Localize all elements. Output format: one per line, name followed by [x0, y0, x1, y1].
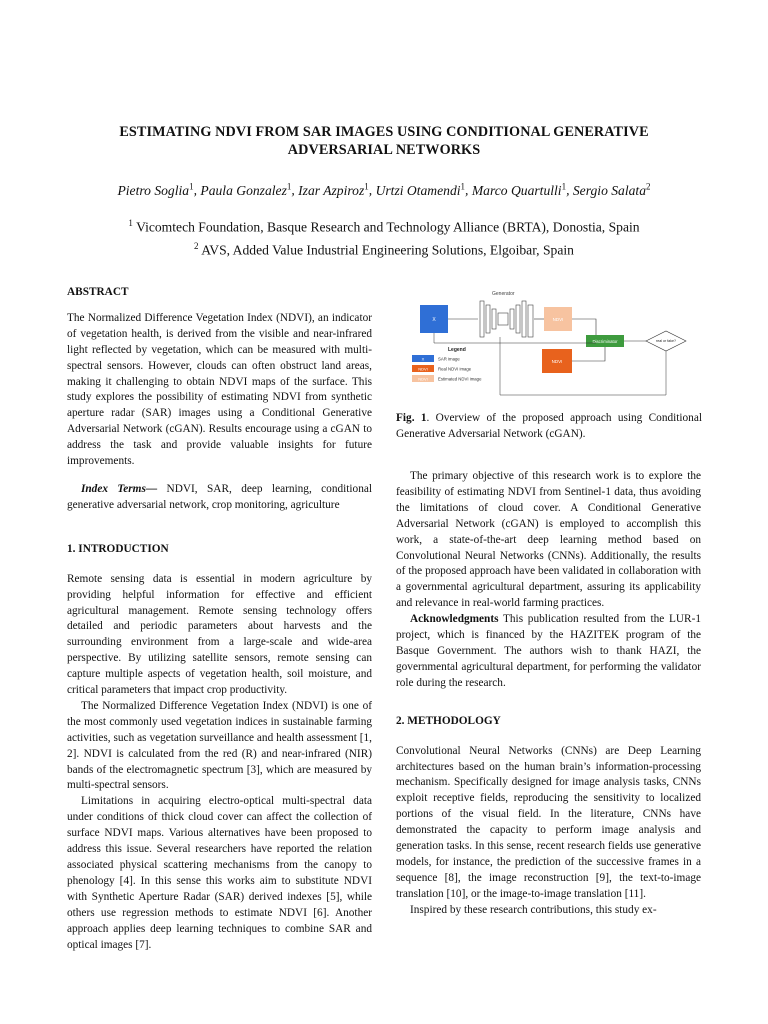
methodology-heading: 2. METHODOLOGY: [396, 714, 501, 727]
index-terms: Index Terms— NDVI, SAR, deep learning, conditional generative adversarial network, crop monitoring, agriculture: [67, 482, 372, 511]
methodology-paragraph-2: Inspired by these research contributions, this study ex-: [410, 903, 657, 916]
right-column: [396, 469, 701, 919]
legend-text-sar: SAR image: [438, 356, 460, 362]
objective-paragraph: The primary objective of this research work is to explore the feasibility of estimating NDVI from Sentinel-1 data, thus avoiding the limitations of cloud cover. A Conditional Generative Adversarial Network (cGAN) is employed to accomplish this work, a state-of-the-art deep learning method based on Convolutional Neural Networks (CNNs). Additionally, the results of the proposed approach have been validated in collaboration with a governmental agricultural department, assuring its applicability and relevance in real-world farming practices.: [396, 470, 701, 610]
arrow-estimate-to-disc: [572, 319, 596, 335]
arrow-real-to-disc: [572, 347, 605, 361]
intro-heading: 1. INTRODUCTION: [67, 542, 169, 555]
author: Marco Quartulli$^1$: [471, 181, 567, 198]
arrow-sar-to-disc: [434, 333, 596, 343]
figure-1-diagram: [400, 285, 700, 405]
generator-label: Generator: [492, 291, 515, 297]
sar-input-label: X: [432, 317, 436, 323]
real-ndvi-label: NDVI: [551, 359, 563, 364]
intro-paragraph-3: Limitations in acquiring electro-optical multi-spectral data under conditions of thick cloud cover can affect the collection of surface NDVI maps. Various alternatives have been proposed to address this issue. Several researchers have reported the relation associated physical scattering mechanisms from the canopy to phenology [4]. In this sense this works aim to substitute NDVI with Synthetic Aperture Radar (SAR) derived indexes [5], while others use regression methods to estimate NDVI [6]. Another approach applies deep learning techniques to combine SAR and optical images [7].: [67, 795, 372, 951]
abstract-text: The Normalized Difference Vegetation Index (NDVI), an indicator of vegetation health, is derived from the visible and near-infrared light reflected by vegetation, which can be measured with multi-spectral sensors. However, clouds can often obstruct land areas, making it challenging to obtain NDVI maps of the surface. This study explores the possibility of estimating NDVI from synthetic aperture radar (SAR) images using a Conditional Generative Adversarial Network (cGAN). Results encourage using a cGAN to address the task and provide valuable insights for future improvements.: [67, 311, 372, 468]
affiliation-1: $^1$ Vicomtech Foundation, Basque Research and Technology Alliance (BRTA), Donostia, Spain: [128, 218, 640, 235]
methodology-paragraph-1: Convolutional Neural Networks (CNNs) are Deep Learning architectures based on the human brain’s information-processing mechanism. Specifically designed for image analysis tasks, CNNs exploit receptive fields, reproducing the sensitivity to localized portions of the visual field. In the literature, CNNs have demonstrated the capacity to perform image analysis and generation tasks. In this sense, recent research fields use generative models, for instance, the prediction of the successive frames in a sequence [8], the image reconstruction [9], the text-to-image translation [10], or the image-to-image translation [11].: [396, 744, 701, 900]
legend-text-real: Real NDVI image: [438, 366, 472, 372]
intro-paragraph-1: Remote sensing data is essential in modern agriculture by providing helpful information for effective and efficient agricultural management. Remote sensing technology offers detailed and periodic parameters about harvests and the surrounding environment from a large-scale and wide-area perspective. By utilizing satellite sensors, remote sensing can capture multiple aspects of vegetation health, soil moisture, and critical parameters that impact crop productivity.: [67, 572, 372, 697]
discriminator-label: Discriminator: [592, 339, 618, 344]
legend: [412, 355, 482, 382]
generator-network: [480, 301, 533, 337]
figure-caption: Fig. 1. Overview of the proposed approach using Conditional Generative Adversarial Network (cGAN).: [396, 412, 702, 440]
legend-text-estimated: Estimated NDVI image: [438, 376, 482, 382]
left-column: [67, 285, 372, 953]
acknowledgments-paragraph: Acknowledgments This publication resulted from the LUR-1 project, which is financed by the HAZITEK program of the Basque Government. The authors wish to thank HAZI, the governmental agricultural department, for performing the validator role during the research.: [396, 613, 701, 689]
paper-title: [60, 123, 708, 159]
decision-label: real or fake?: [656, 339, 676, 343]
legend-key-sar: X: [421, 356, 425, 362]
estimated-ndvi-label: NDVI: [552, 317, 564, 322]
intro-paragraph-2: The Normalized Difference Vegetation Index (NDVI) is one of the most commonly used vegetation indices in sustainable farming activities, such as vegetation surveillance and health assessment [1, 2]. NDVI is calculated from the red (R) and near-infrared (NIR) bands of the electromagnetic spectrum [3], which are measured by multi-spectral sensors.: [67, 699, 372, 792]
feedback-loop: [500, 337, 666, 395]
author: Pietro Soglia$^1$: [117, 181, 194, 198]
legend-key-estimated: NDVI: [418, 376, 428, 382]
legend-key-real: NDVI: [418, 366, 428, 372]
affiliation-2: $^2$ AVS, Added Value Industrial Engineering Solutions, Elgoibar, Spain: [194, 240, 574, 258]
legend-title: Legend: [448, 347, 466, 353]
affiliations: [40, 214, 728, 259]
author: Sergio Salata$^2$: [572, 181, 651, 198]
author-list: Pietro Soglia$^1$, Paula Gonzalez$^1$, Izar Azpiroz$^1$, Urtzi Otamendi$^1$, Marco Quartulli$^1$, Sergio Salata$^2$: [117, 181, 651, 198]
author: Izar Azpiroz$^1$: [298, 181, 369, 198]
title-line-1: ESTIMATING NDVI FROM SAR IMAGES USING CONDITIONAL GENERATIVE: [119, 124, 649, 140]
author: Urtzi Otamendi$^1$: [375, 181, 466, 198]
cgan-diagram: [400, 285, 700, 405]
abstract-heading: ABSTRACT: [67, 286, 129, 298]
author: Paula Gonzalez$^1$: [200, 181, 292, 198]
title-line-2: ADVERSARIAL NETWORKS: [287, 142, 481, 158]
